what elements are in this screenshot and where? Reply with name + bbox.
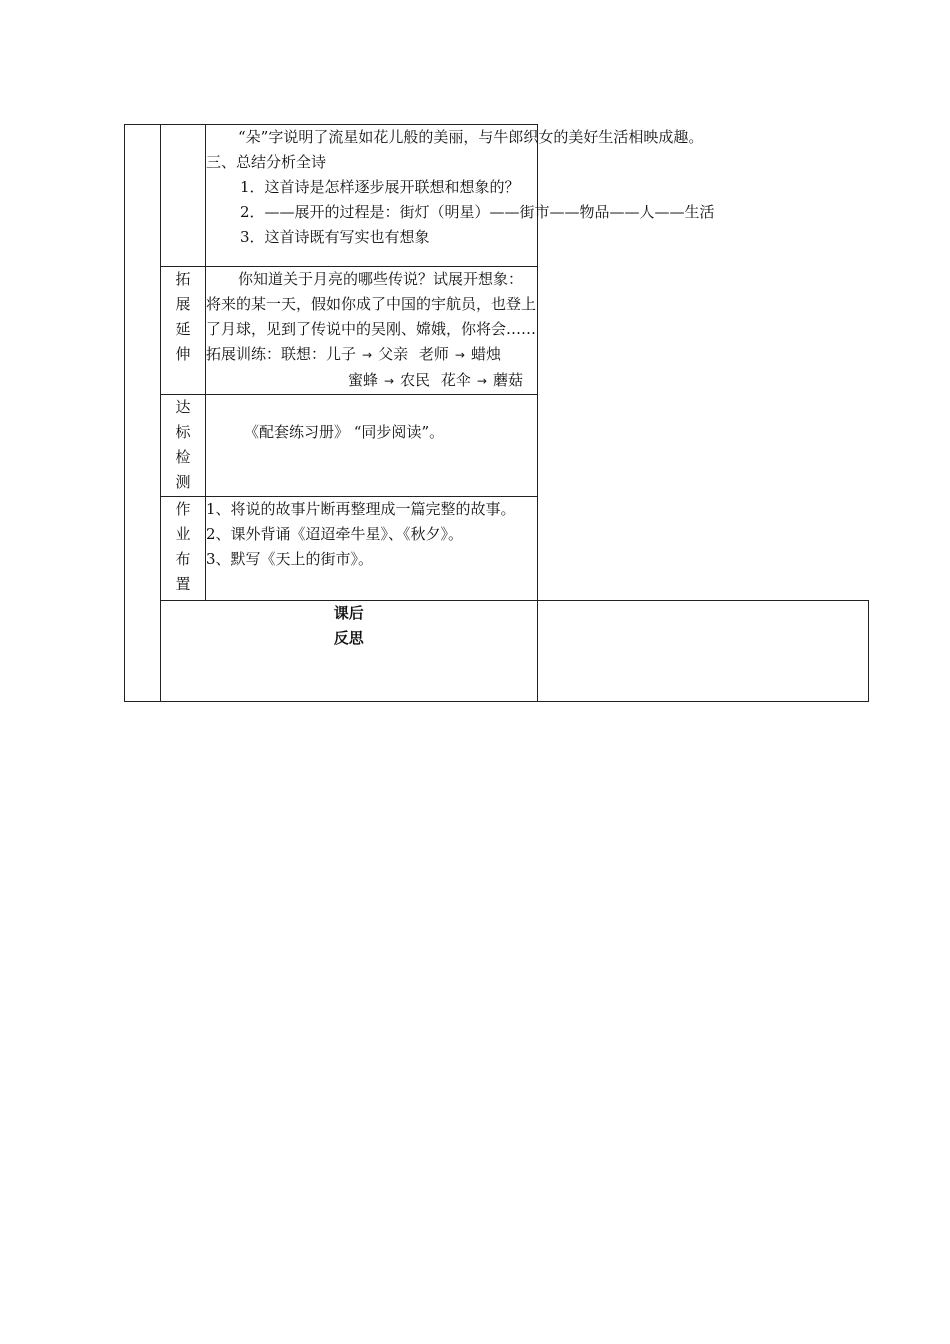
poem-analysis-content [206, 125, 715, 267]
label-char: 展 [175, 295, 191, 313]
extension-row [125, 267, 869, 395]
label-char: 置 [175, 575, 191, 593]
lesson-plan-table [124, 124, 869, 702]
arrow-icon: → [454, 348, 465, 362]
poem-line: “朵”字说明了流星如花儿般的美丽，与牛郎织女的美好生活相映成趣。 [238, 128, 704, 146]
pair-from: 花伞 [440, 371, 471, 389]
pair-from: 老师 [418, 345, 449, 363]
poem-label-cell [161, 125, 206, 267]
section-heading: 三、总结分析全诗 [206, 153, 327, 171]
homework-content [206, 497, 538, 601]
association-pair [326, 342, 408, 368]
reflection-row [125, 601, 869, 702]
pair-to: 父亲 [378, 345, 409, 363]
pair-to: 蜡烛 [470, 345, 501, 363]
association-pair [419, 342, 501, 368]
question-item: 2．——展开的过程是：街灯（明星）——街市——物品——人——生活 [240, 203, 715, 221]
arrow-icon: → [362, 348, 373, 362]
homework-item: 2、课外背诵《迢迢牵牛星》、《秋夕》。 [206, 525, 464, 543]
label-char: 检 [175, 448, 191, 466]
homework-row [125, 497, 869, 601]
extension-content [206, 267, 538, 395]
assessment-content [206, 395, 538, 497]
arrow-icon: → [384, 374, 395, 388]
homework-label [161, 497, 206, 601]
question-item: 1．这首诗是怎样逐步展开联想和想象的？ [240, 178, 520, 196]
pair-from: 蜜蜂 [348, 371, 379, 389]
homework-item: 1、将说的故事片断再整理成一篇完整的故事。 [206, 500, 516, 518]
label-char: 达 [175, 398, 191, 416]
label-text: 反思 [333, 629, 364, 647]
label-char: 延 [175, 320, 191, 338]
reflection-label [161, 601, 538, 702]
assessment-row [125, 395, 869, 497]
label-char: 伸 [175, 345, 191, 363]
poem-analysis-row [125, 125, 869, 267]
assessment-label [161, 395, 206, 497]
stage-column-cell [125, 125, 161, 702]
label-char: 标 [175, 423, 191, 441]
label-text: 课后 [333, 604, 364, 622]
pair-to: 农民 [400, 371, 431, 389]
extension-paragraph: 你知道关于月亮的哪些传说？试展开想象：将来的某一天，假如你成了中国的宇航员，也登上了月球，见到了传说中的吴刚、嫦娥，你将会…… [206, 270, 537, 338]
training-prefix: 拓展训练：联想： [206, 345, 327, 363]
question-item: 3．这首诗既有写实也有想象 [240, 228, 430, 246]
pair-to: 蘑菇 [492, 371, 523, 389]
label-char: 拓 [175, 270, 191, 288]
training-row-2 [206, 368, 537, 394]
arrow-icon: → [476, 374, 487, 388]
label-char: 布 [175, 550, 191, 568]
pair-from: 儿子 [326, 345, 357, 363]
label-char: 作 [175, 500, 191, 518]
label-char: 业 [175, 525, 191, 543]
training-row-1 [206, 342, 537, 368]
reflection-content[interactable] [537, 601, 869, 702]
assessment-text: 《配套练习册》 “同步阅读”。 [244, 423, 445, 441]
association-pair [348, 368, 430, 394]
extension-label [161, 267, 206, 395]
homework-item: 3、默写《天上的街市》。 [206, 550, 374, 568]
association-pair [441, 368, 523, 394]
label-char: 测 [175, 473, 191, 491]
